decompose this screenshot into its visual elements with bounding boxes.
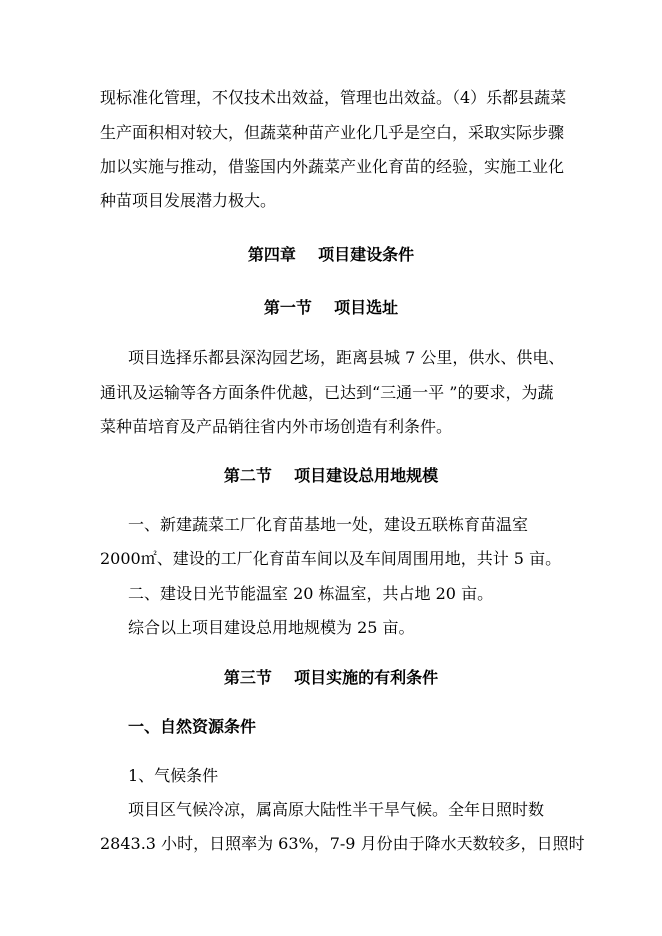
section1-line1: 项目选择乐都县深沟园艺场，距离县城 7 公里，供水、供电、	[128, 348, 565, 367]
section1-line2: 通讯及运输等各方面条件优越，已达到“三通一平 ”的要求，为蔬	[100, 383, 554, 402]
section3-title: 第三节 项目实施的有利条件	[223, 668, 439, 687]
section3-climate-line2: 2843.3 小时，日照率为 63%，7-9 月份由于降水天数较多，日照时	[100, 834, 585, 853]
section3-climate-heading: 1、气候条件	[128, 766, 219, 785]
para1-line4: 种苗项目发展潜力极大。	[100, 191, 277, 210]
section2-item1-line2: 2000㎡、建设的工厂化育苗车间以及车间周围用地，共计 5 亩。	[100, 549, 562, 568]
section2-item1-line1: 一、新建蔬菜工厂化育苗基地一处，建设五联栋育苗温室	[128, 515, 529, 534]
para1-line2: 生产面积相对较大，但蔬菜种苗产业化几乎是空白，采取实际步骤	[100, 123, 565, 142]
para1-line3: 加以实施与推动，借鉴国内外蔬菜产业化育苗的经验，实施工业化	[100, 157, 565, 176]
section1-line3: 菜种苗培育及产品销往省内外市场创造有利条件。	[100, 417, 453, 436]
section1-title: 第一节 项目选址	[263, 298, 399, 317]
section2-summary: 综合以上项目建设总用地规模为 25 亩。	[128, 618, 415, 637]
section2-item2: 二、建设日光节能温室 20 栋温室，共占地 20 亩。	[128, 584, 494, 603]
section3-subheading-natural-resources: 一、自然资源条件	[128, 717, 257, 736]
para1-line1: 现标准化管理，不仅技术出效益，管理也出效益。（4）乐都县蔬菜	[100, 88, 567, 107]
section2-title: 第二节 项目建设总用地规模	[223, 466, 439, 485]
section3-climate-line1: 项目区气候冷凉，属高原大陆性半干旱气候。全年日照时数	[128, 800, 545, 819]
chapter-title: 第四章 项目建设条件	[247, 245, 415, 264]
